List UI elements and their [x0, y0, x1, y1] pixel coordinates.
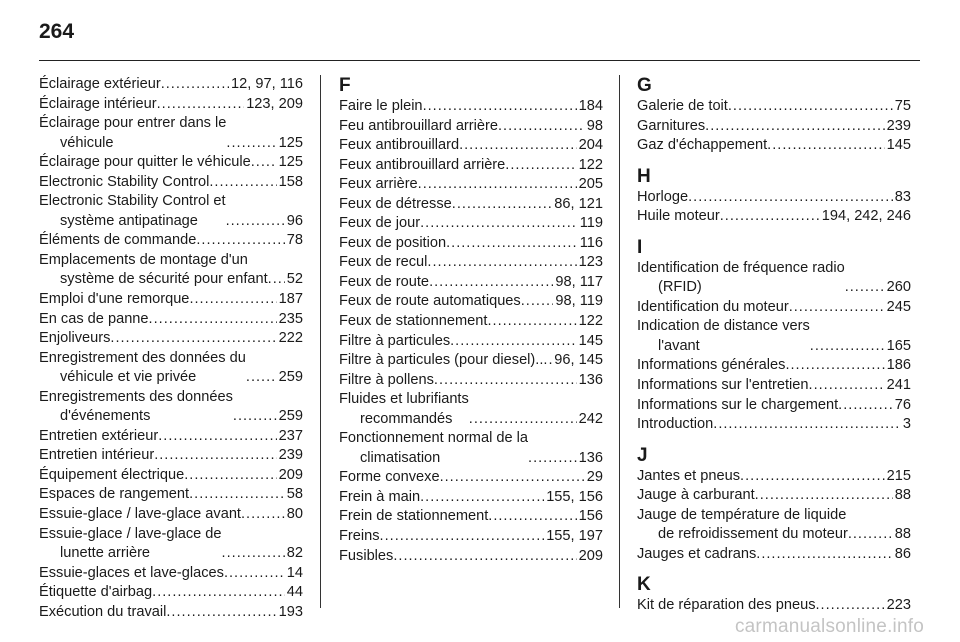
dot-leader [543, 351, 552, 371]
entry-label: Feux de jour [339, 215, 421, 232]
entry-pages: 260 [886, 279, 911, 296]
entry-pages: 136 [578, 449, 603, 466]
entry-pages: 125 [278, 134, 303, 151]
entry-label: Faire le plein [339, 98, 423, 114]
dot-leader [816, 596, 885, 616]
index-entry [339, 97, 603, 117]
entry-pages: 239 [278, 447, 303, 464]
dot-leader [809, 376, 885, 396]
column-divider [320, 75, 321, 608]
entry-pages: 83 [894, 188, 911, 205]
entry-pages: 58 [286, 486, 303, 503]
entry-pages: 165 [886, 337, 911, 354]
index-entry [637, 136, 911, 156]
index-entry [339, 292, 603, 312]
index-entry [39, 388, 303, 427]
index-entry [39, 505, 303, 525]
entry-label: Feu antibrouillard arrière [339, 117, 498, 134]
entry-pages: 78 [286, 232, 303, 249]
index-entry [637, 117, 911, 137]
index-entry [339, 214, 603, 234]
index-entry [339, 468, 603, 488]
dot-leader [755, 486, 893, 506]
dot-leader [488, 507, 576, 527]
dot-leader [528, 449, 577, 469]
dot-leader [434, 371, 577, 391]
index-entry [39, 192, 303, 231]
dot-leader [740, 467, 885, 487]
entry-pages: 209 [278, 466, 303, 483]
entry-pages: 3 [902, 416, 911, 433]
entry-label: Feux de stationnement [339, 313, 488, 330]
entry-pages: 184 [578, 98, 603, 114]
entry-pages: 222 [278, 330, 303, 347]
index-entry [637, 486, 911, 506]
entry-label: Galerie de toit [637, 98, 728, 114]
entry-pages: 241 [886, 377, 911, 394]
entry-label: Feux de route [339, 273, 430, 290]
entry-label: Enjoliveurs [39, 330, 111, 347]
dot-leader [251, 153, 277, 173]
dot-leader [226, 212, 285, 232]
entry-label: Essuie-glaces et lave-glaces [39, 564, 224, 581]
entry-label: Informations générales [637, 357, 786, 374]
entry-pages: 96, 145 [554, 352, 603, 369]
dot-leader [420, 214, 578, 234]
entry-label: Forme convexe [339, 469, 440, 486]
dot-leader [785, 356, 884, 376]
entry-label: Informations sur l'entretien [637, 377, 809, 394]
dot-leader [713, 415, 901, 435]
entry-label: Étiquette d'airbag [39, 584, 153, 601]
entry-pages: 86, 121 [554, 195, 603, 212]
entry-pages: 145 [578, 332, 603, 349]
dot-leader [848, 525, 893, 545]
entry-label: Jauge de température de liquide de refroidissement du moteur [637, 506, 848, 543]
entry-pages: 86 [894, 545, 911, 562]
entry-label: Emploi d'une remorque [39, 291, 190, 308]
entry-pages: 242 [578, 410, 603, 427]
dot-leader [728, 97, 893, 117]
index-entry [39, 114, 303, 153]
index-entry [637, 97, 911, 117]
entry-label: Feux antibrouillard [339, 137, 460, 154]
entry-label: En cas de panne [39, 310, 149, 327]
entry-pages: 98, 117 [555, 273, 603, 290]
index-entry [39, 564, 303, 584]
entry-pages: 119 [579, 215, 603, 232]
entry-label: Kit de réparation des pneus [637, 597, 816, 614]
dot-leader [246, 368, 277, 388]
entry-label: Éclairage pour quitter le véhicule [39, 154, 251, 171]
dot-leader [521, 292, 554, 312]
index-entry [339, 195, 603, 215]
entry-label: Entretien intérieur [39, 447, 155, 464]
index-entry [637, 596, 911, 616]
index-section [637, 75, 911, 156]
dot-leader [158, 427, 276, 447]
index-entry [39, 75, 303, 95]
dot-leader [393, 547, 576, 567]
entry-pages: 12, 97, 116 [231, 76, 303, 92]
entry-label: Identification du moteur [637, 298, 789, 315]
dot-leader [209, 173, 276, 193]
index-section [637, 166, 911, 227]
entry-label: Horloge [637, 188, 689, 205]
section-letter: F [339, 75, 351, 96]
entry-pages: 259 [278, 369, 303, 386]
entry-pages: 88 [894, 487, 911, 504]
index-entry [339, 371, 603, 391]
dot-leader [450, 332, 577, 352]
dot-leader [241, 505, 285, 525]
index-entry [339, 488, 603, 508]
entry-label: Freins [339, 528, 380, 545]
dot-leader [420, 488, 544, 508]
entry-label: Jauge à carburant [637, 487, 755, 504]
index-entry [339, 429, 603, 468]
entry-pages: 237 [278, 427, 303, 444]
entry-pages: 123 [578, 254, 603, 271]
index-entry [39, 525, 303, 564]
entry-label: Enregistrement des données du véhicule et vie privée [39, 349, 246, 386]
index-entry [39, 349, 303, 388]
dot-leader [838, 396, 893, 416]
entry-pages: 239 [886, 117, 911, 134]
entry-pages: 186 [886, 357, 911, 374]
entry-pages: 205 [578, 176, 603, 193]
entry-label: Fusibles [339, 547, 394, 564]
index-entry [339, 507, 603, 527]
entry-label: Enregistrements des données d'événements [39, 388, 233, 425]
dot-leader [498, 117, 585, 137]
dot-leader [196, 231, 284, 251]
entry-label: Frein à main [339, 488, 421, 505]
section-letter: G [637, 75, 652, 96]
index-entry [637, 207, 911, 227]
column-divider [619, 75, 620, 608]
entry-label: Feux arrière [339, 176, 418, 193]
entry-pages: 96 [286, 212, 303, 229]
index-entry [39, 603, 303, 623]
index-column-3 [637, 75, 911, 616]
dot-leader [224, 564, 285, 584]
dot-leader [469, 410, 577, 430]
dot-leader [189, 290, 276, 310]
entry-label: Fluides et lubrifiants recommandés [339, 391, 469, 427]
entry-label: Feux de position [339, 234, 447, 251]
dot-leader [705, 117, 885, 137]
dot-leader [226, 134, 276, 154]
dot-leader [446, 234, 578, 254]
dot-leader [152, 583, 285, 603]
index-entry [637, 259, 911, 298]
entry-label: Entretien extérieur [39, 427, 159, 444]
index-entry [39, 446, 303, 466]
index-column-2 [339, 75, 603, 566]
entry-pages: 123, 209 [246, 95, 303, 112]
section-letter: J [637, 444, 648, 466]
index-entry [339, 351, 603, 371]
index-section [637, 445, 911, 565]
dot-leader [154, 446, 276, 466]
dot-leader [767, 136, 884, 156]
section-letter: I [637, 236, 643, 258]
entry-pages: 136 [578, 371, 603, 388]
index-entry [637, 376, 911, 396]
entry-label: Éléments de commande [39, 232, 197, 249]
entry-pages: 194, 242, 246 [821, 208, 911, 225]
dot-leader [845, 278, 885, 298]
entry-pages: 75 [894, 98, 911, 114]
index-entry [339, 273, 603, 293]
dot-leader [418, 175, 577, 195]
entry-pages: 82 [286, 545, 303, 562]
entry-label: Exécution du travail [39, 603, 167, 620]
entry-pages: 204 [578, 137, 603, 154]
entry-label: Emplacements de montage d'un système de sécurité pour enfant [39, 251, 268, 288]
index-entry [637, 467, 911, 487]
dot-leader [157, 95, 245, 115]
dot-leader [487, 312, 576, 332]
entry-label: Équipement électrique [39, 466, 185, 483]
entry-label: Éclairage intérieur [39, 95, 157, 112]
index-section [39, 75, 303, 622]
watermark: carmanualsonline.info [734, 616, 924, 637]
entry-label: Filtre à particules (pour diesel).. [339, 352, 544, 369]
index-column-1 [39, 75, 303, 622]
header-rule [39, 60, 920, 61]
index-entry [339, 390, 603, 429]
dot-leader [233, 407, 277, 427]
index-section [339, 75, 603, 566]
entry-label: Gaz d'échappement [637, 137, 768, 154]
entry-pages: 158 [278, 173, 303, 190]
entry-label: Éclairage extérieur [39, 76, 161, 92]
entry-label: Feux antibrouillard arrière [339, 156, 506, 173]
index-entry [39, 583, 303, 603]
index-entry [339, 156, 603, 176]
dot-leader [789, 298, 885, 318]
index-entry [637, 396, 911, 416]
dot-leader [184, 466, 276, 486]
index-entry [637, 545, 911, 565]
entry-pages: 223 [886, 597, 911, 614]
entry-pages: 116 [579, 234, 603, 251]
section-letter: H [637, 165, 651, 187]
index-entry [637, 506, 911, 545]
index-entry [39, 329, 303, 349]
dot-leader [505, 156, 576, 176]
entry-pages: 215 [886, 467, 911, 484]
entry-pages: 155, 156 [546, 488, 603, 505]
dot-leader [427, 253, 576, 273]
dot-leader [459, 136, 577, 156]
index-entry [39, 95, 303, 115]
index-entry [39, 231, 303, 251]
index-entry [39, 310, 303, 330]
index-entry [339, 527, 603, 547]
entry-pages: 259 [278, 408, 303, 425]
dot-leader [166, 603, 276, 623]
entry-label: Indication de distance vers l'avant [637, 318, 810, 354]
section-letter: K [637, 574, 651, 596]
index-entry [339, 253, 603, 273]
entry-pages: 122 [578, 156, 603, 173]
entry-label: Identification de fréquence radio (RFID) [637, 259, 845, 296]
entry-label: Introduction [637, 416, 714, 433]
entry-pages: 98 [586, 117, 603, 134]
entry-label: Feux de route automatiques [339, 293, 521, 310]
entry-label: Jauges et cadrans [637, 545, 757, 562]
entry-label: Espaces de rangement [39, 486, 190, 503]
entry-pages: 245 [886, 298, 911, 315]
entry-pages: 122 [578, 313, 603, 330]
entry-pages: 44 [286, 584, 303, 601]
entry-label: Essuie-glace / lave-glace de lunette arrière [39, 525, 222, 562]
entry-label: Feux de détresse [339, 195, 452, 212]
index-entry [637, 188, 911, 208]
entry-label: Filtre à pollens [339, 371, 434, 388]
dot-leader [268, 270, 285, 290]
dot-leader [810, 337, 885, 357]
index-entry [339, 136, 603, 156]
index-entry [39, 466, 303, 486]
entry-label: Electronic Stability Control [39, 173, 210, 190]
dot-leader [440, 468, 585, 488]
entry-pages: 187 [278, 291, 303, 308]
entry-pages: 88 [894, 526, 911, 543]
index-entry [39, 427, 303, 447]
index-entry [339, 234, 603, 254]
entry-pages: 156 [578, 508, 603, 525]
entry-pages: 52 [286, 271, 303, 288]
index-entry [39, 290, 303, 310]
entry-label: Feux de recul [339, 254, 428, 271]
entry-pages: 155, 197 [546, 528, 603, 545]
dot-leader [423, 97, 577, 117]
dot-leader [222, 544, 285, 564]
entry-label: Éclairage pour entrer dans le véhicule [39, 115, 227, 151]
dot-leader [110, 329, 276, 349]
dot-leader [429, 273, 553, 293]
index-entry [39, 173, 303, 193]
index-entry [339, 312, 603, 332]
entry-pages: 76 [894, 396, 911, 413]
entry-label: Garnitures [637, 117, 706, 134]
index-entry [637, 298, 911, 318]
entry-pages: 145 [886, 137, 911, 154]
entry-label: Fonctionnement normal de la climatisation [339, 430, 529, 466]
index-entry [637, 415, 911, 435]
entry-pages: 80 [286, 506, 303, 523]
dot-leader [380, 527, 545, 547]
dot-leader [189, 485, 285, 505]
index-entry [39, 153, 303, 173]
entry-pages: 29 [586, 469, 603, 486]
dot-leader [452, 195, 553, 215]
index-entry [637, 317, 911, 356]
entry-label: Frein de stationnement [339, 508, 489, 525]
index-entry [339, 547, 603, 567]
index-entry [39, 485, 303, 505]
entry-label: Jantes et pneus [637, 467, 741, 484]
entry-pages: 209 [578, 547, 603, 564]
index-entry [637, 356, 911, 376]
entry-pages: 235 [278, 310, 303, 327]
index-section [637, 237, 911, 435]
entry-pages: 14 [286, 564, 303, 581]
entry-label: Filtre à particules [339, 332, 451, 349]
index-entry [339, 117, 603, 137]
dot-leader [149, 310, 277, 330]
entry-label: Essuie-glace / lave-glace avant [39, 506, 241, 523]
entry-pages: 193 [278, 603, 303, 620]
index-entry [339, 175, 603, 195]
dot-leader [756, 545, 893, 565]
entry-pages: 98, 119 [555, 293, 603, 310]
entry-label: Informations sur le chargement [637, 396, 839, 413]
entry-label: Huile moteur [637, 208, 720, 225]
entry-label: Electronic Stability Control et système antipatinage [39, 193, 226, 229]
entry-pages: 125 [278, 154, 303, 171]
index-section [637, 574, 911, 616]
index-entry [39, 251, 303, 290]
index-entry [339, 332, 603, 352]
dot-leader [688, 188, 893, 208]
dot-leader [720, 207, 820, 227]
page-number: 264 [39, 20, 75, 43]
dot-leader [161, 75, 229, 95]
